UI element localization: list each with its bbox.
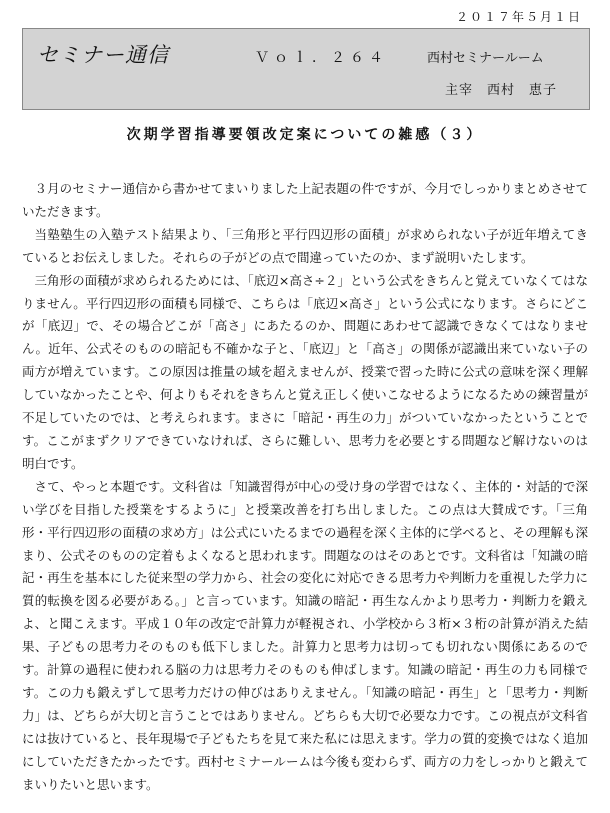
article-body bbox=[22, 178, 588, 796]
article-headline: 次期学習指導要領改定案についての雑感（３） bbox=[126, 127, 484, 143]
volume-number: Ｖｏｌ．２６４ bbox=[255, 50, 388, 66]
paragraph: ３月のセミナー通信から書かせてまいりました上記表題の件ですが、今月でしっかりまとめさせていただきます。 bbox=[22, 181, 588, 219]
paragraph: 三角形の面積が求められるためには、「底辺×高さ÷２」という公式をきちんと覚えていなくてはなりません。平行四辺形の面積も同様で、こちらは「底辺×高さ」という公式になります。さらにどこが「底辺」で、その場合どこが「高さ」にあたるのか、問題にあわせて認識できなくてはなりません。近年、公式そのものの暗記も不確かな子と、「底辺」と「高さ」の関係が認識出来ていない子の両方が増えています。この原因は推量の域を超えませんが、授業で習った時に公式の意味を深く理解していなかったことや、何よりもそれをきちんと覚え正しく使いこなせるようになるための練習量が不足していたのでは、と考えられます。まさに「暗記・再生の力」がついていなかったということです。ここがまずクリアできていなければ、さらに難しい、思考力を必要とする問題など解けないのは明白です。 bbox=[22, 272, 588, 471]
newsletter-header bbox=[22, 28, 590, 110]
organization-name: 西村セミナールーム bbox=[427, 51, 544, 66]
paragraph: 当塾塾生の入塾テスト結果より、「三角形と平行四辺形の面積」が求められない子が近年増えてきているとお伝えしました。それらの子がどの点で間違っていたのか、まず説明いたします。 bbox=[22, 226, 588, 265]
author-name: 主宰 西村 恵子 bbox=[445, 83, 558, 98]
paragraph: さて、やっと本題です。文科省は「知識習得が中心の受け身の学習ではなく、主体的・対話的で深い学びを目指した授業をするように」と授業改善を打ち出しました。この点は大賛成です。「三角形・平行四辺形の面積の求め方」は公式にいたるまでの過程を深く主体的に学べると、その理解も深まり、公式そのものの定着もよくなると思われます。問題なのはそのあとです。文科省は「知識の暗記・再生を基本にした従来型の学力から、社会の変化に対応できる思考力や判断力を重視した学力に質的転換を図る必要がある。」と言っています。知識の暗記・再生なんかより思考力・判断力を鍛えよ、と聞こえます。平成１０年の改定で計算力が軽視され、小学校から３桁×３桁の計算が消えた結果、子どもの思考力そのものも低下しました。計算力と思考力は切っても切れない関係にあるのです。計算の過程に使われる脳の力は思考力そのものも伸ばします。知識の暗記・再生の力も同様です。この力も鍛えずして思考力だけの伸びはありえません。「知識の暗記・再生」と「思考力・判断力」は、どちらが大切と言うことではありません。どちらも大切で必要な力です。この視点が文科省には抜けていると、長年現場で子どもたちを見て来た私には思えます。学力の質的変換ではなく追加にしていただきたかったです。西村セミナールームは今後も変わらず、両方の力をしっかりと鍛えてまいりたいと思います。 bbox=[22, 478, 588, 792]
issue-date: ２０１７年５月１日 bbox=[455, 10, 582, 24]
newsletter-title: セミナー通信 bbox=[37, 43, 169, 67]
